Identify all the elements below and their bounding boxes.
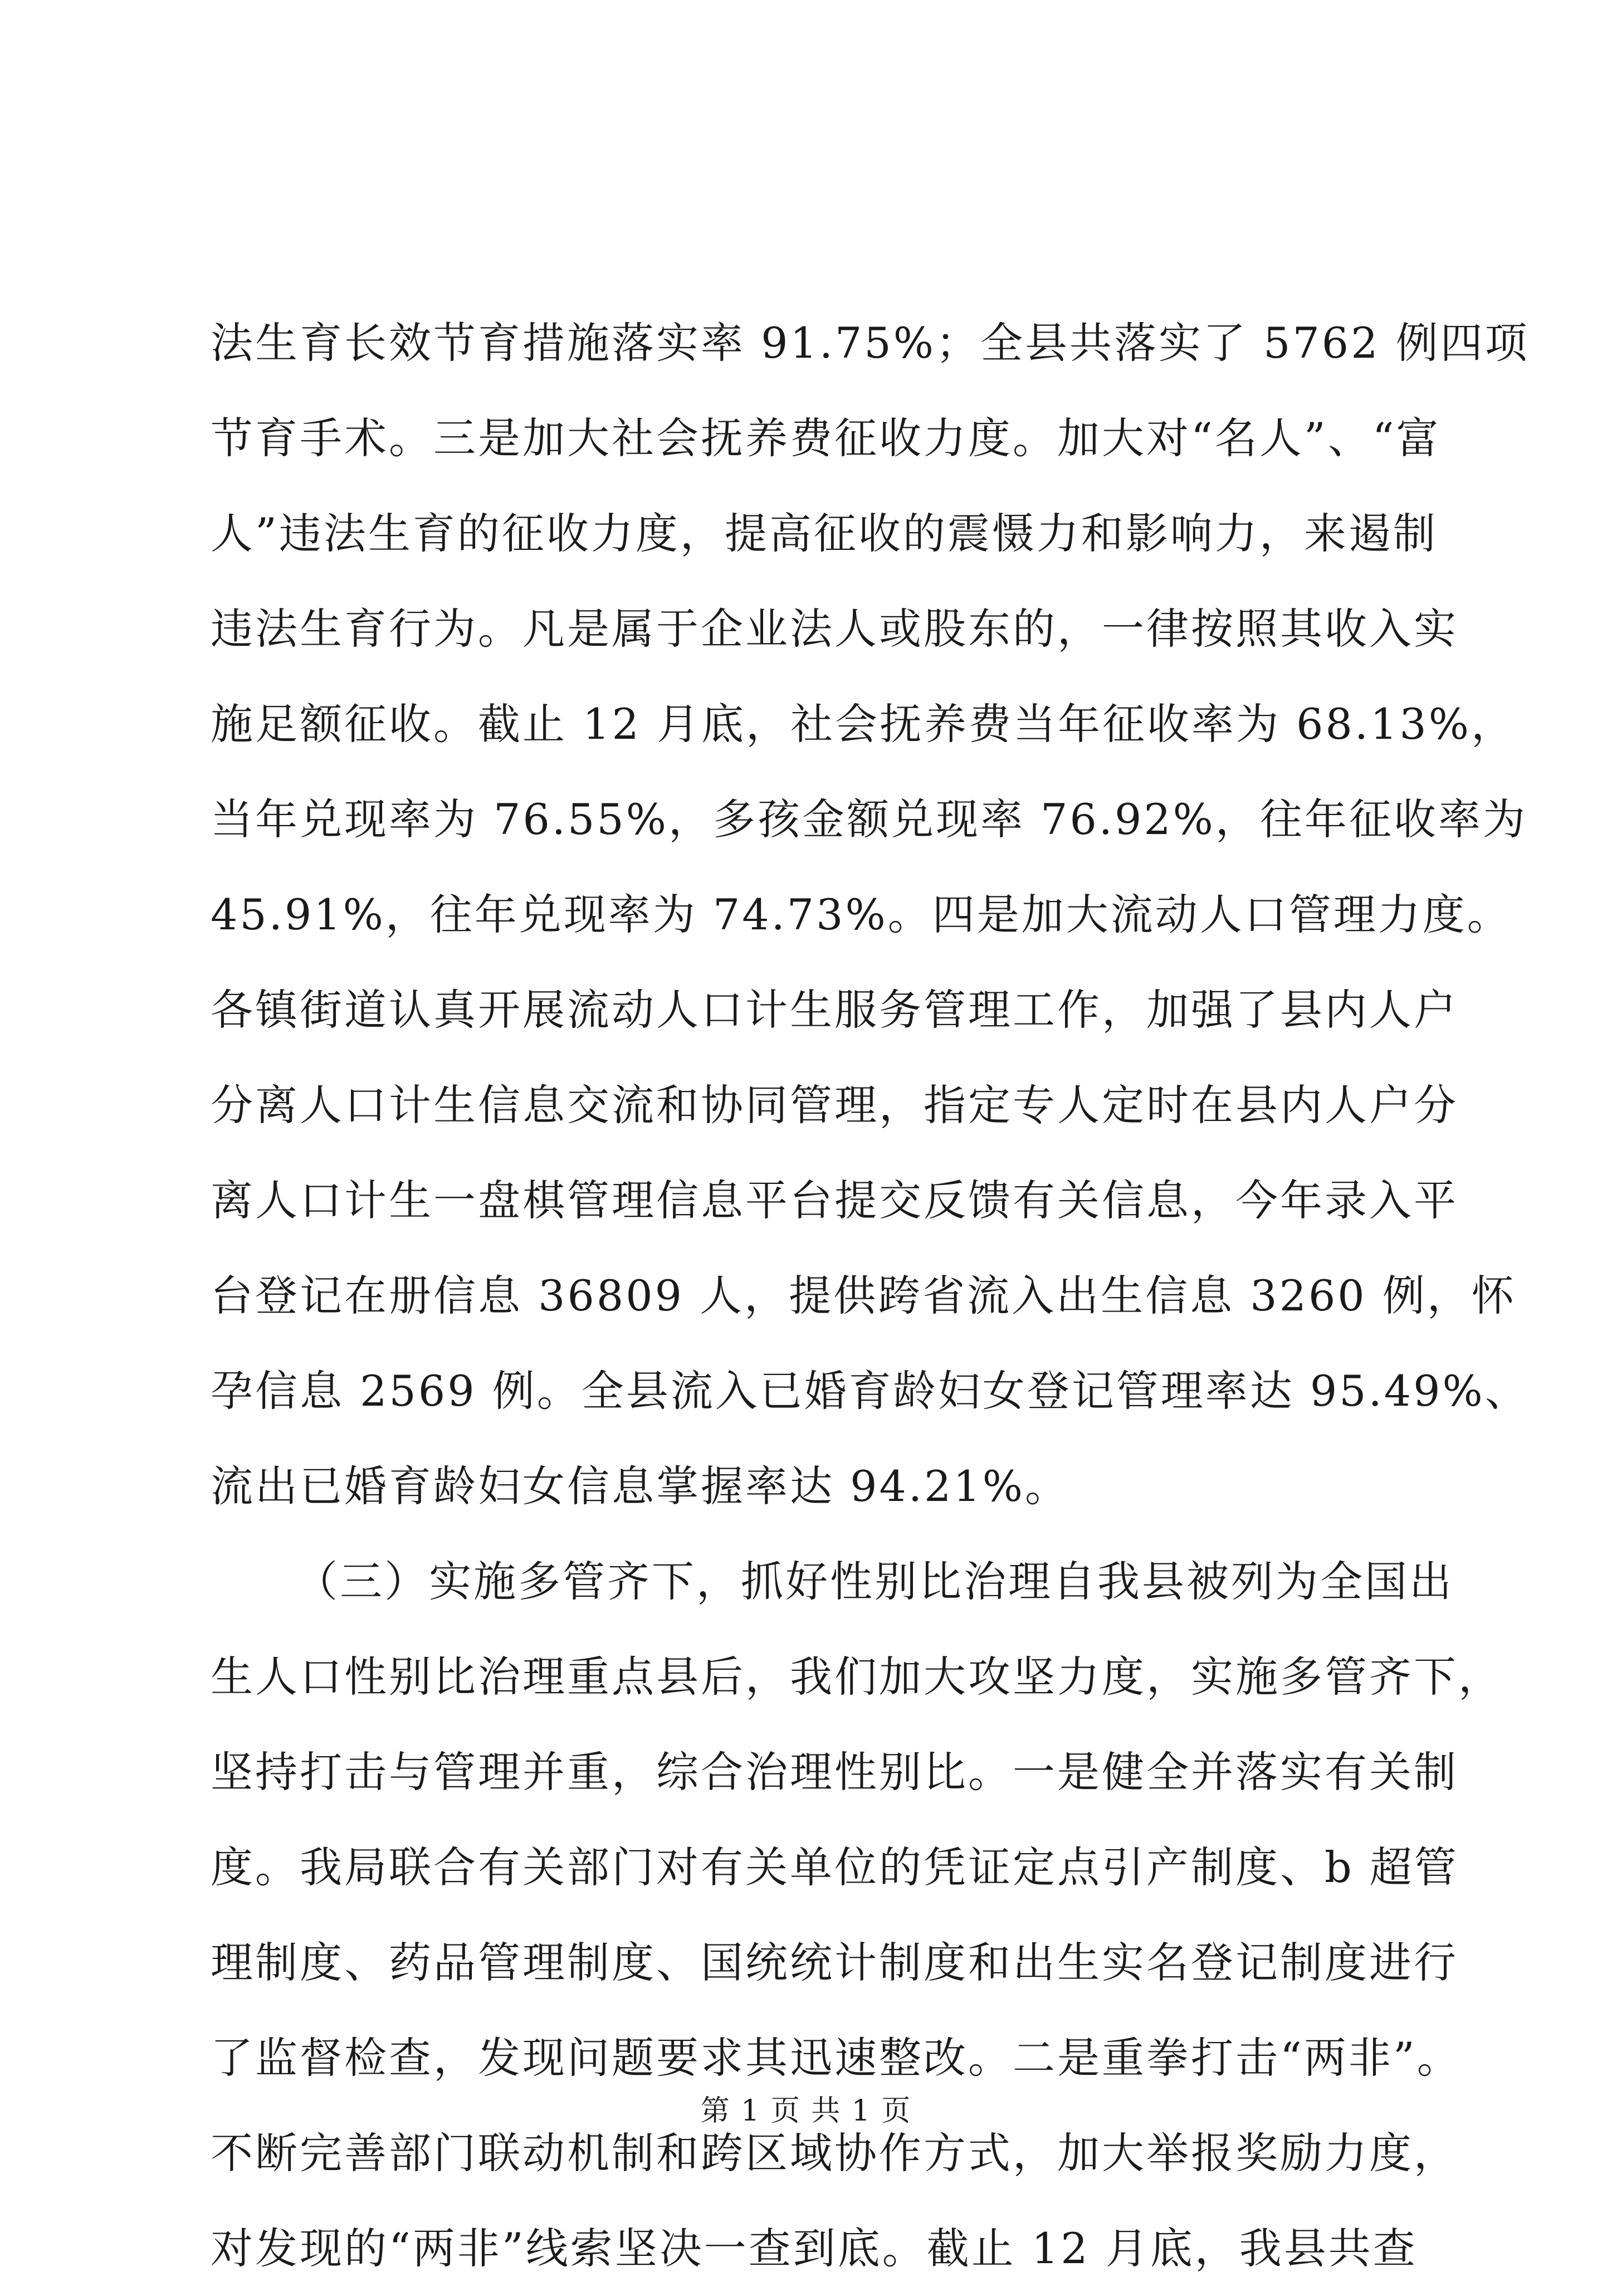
text-line: 坚持打击与管理并重，综合治理性别比。一是健全并落实有关制	[211, 1747, 1458, 1797]
text-line: 法生育长效节育措施落实率 91.75%；全县共落实了 5762 例四项	[211, 318, 1530, 368]
text-line: 理制度、药品管理制度、国统统计制度和出生实名登记制度进行	[211, 1938, 1458, 1987]
text-line: 台登记在册信息 36809 人，提供跨省流入出生信息 3260 例，怀	[211, 1271, 1516, 1320]
text-line: 施足额征收。截止 12 月底，社会抚养费当年征收率为 68.13%，	[211, 699, 1516, 749]
text-line: 节育手术。三是加大社会抚养费征收力度。加大对“名人”、“富	[211, 413, 1441, 463]
body-text	[211, 295, 1530, 2296]
text-line: 45.91%，往年兑现率为 74.73%。四是加大流动人口管理力度。	[211, 890, 1512, 939]
text-line: 度。我局联合有关部门对有关单位的凭证定点引产制度、b 超管	[211, 1842, 1459, 1892]
text-line: 违法生育行为。凡是属于企业法人或股东的，一律按照其收入实	[211, 604, 1458, 654]
text-line: 人”违法生育的征收力度，提高征收的震慑力和影响力，来遏制	[211, 509, 1438, 558]
section-heading-line: （三）实施多管齐下，抓好性别比治理自我县被列为全国出	[295, 1557, 1454, 1606]
page-footer: 第 1 页 共 1 页	[700, 2094, 912, 2128]
text-line: 离人口计生一盘棋管理信息平台提交反馈有关信息，今年录入平	[211, 1176, 1458, 1225]
text-line: 各镇街道认真开展流动人口计生服务管理工作，加强了县内人户	[211, 985, 1458, 1035]
text-line: 分离人口计生信息交流和协同管理，指定专人定时在县内人户分	[211, 1080, 1458, 1130]
text-line: 孕信息 2569 例。全县流入已婚育龄妇女登记管理率达 95.49%、	[211, 1366, 1530, 1416]
text-line: 流出已婚育龄妇女信息掌握率达 94.21%。	[211, 1461, 1069, 1511]
text-line: 生人口性别比治理重点县后，我们加大攻坚力度，实施多管齐下，	[211, 1652, 1503, 1702]
text-line: 了监督检查，发现问题要求其迅速整改。二是重拳打击“两非”。	[211, 2033, 1462, 2083]
text-line: 对发现的“两非”线索坚决一查到底。截止 12 月底，我县共查	[211, 2224, 1418, 2273]
text-line: 不断完善部门联动机制和跨区域协作方式，加大举报奖励力度，	[211, 2128, 1458, 2178]
text-line: 当年兑现率为 76.55%，多孩金额兑现率 76.92%，往年征收率为	[211, 794, 1527, 844]
